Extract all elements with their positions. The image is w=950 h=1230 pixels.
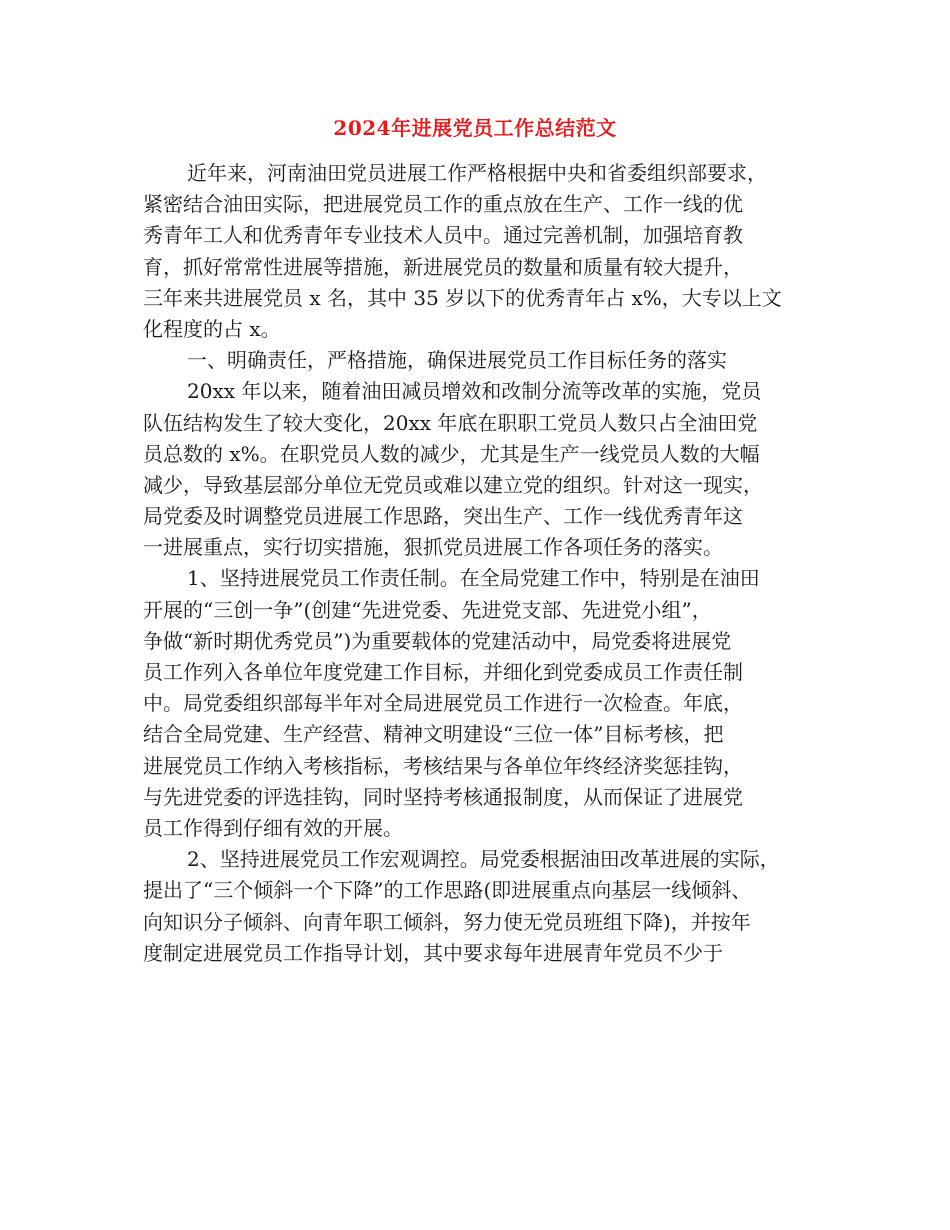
paragraph-item-1	[143, 563, 823, 844]
text-line: 减少，导致基层部分单位无党员或难以建立党的组织。针对这一现实，	[143, 472, 763, 497]
text-line: 紧密结合油田实际，把进展党员工作的重点放在生产、工作一线的优	[143, 192, 743, 217]
text-line: 化程度的占 x。	[143, 316, 281, 341]
section-heading	[143, 345, 823, 376]
text-line: 1、坚持进展党员工作责任制。在全局党建工作中，特别是在油田	[187, 566, 760, 591]
text-line: 员工作列入各单位年度党建工作目标，并细化到党委成员工作责任制	[143, 660, 743, 684]
text-line: 20xx 年以来，随着油田减员增效和改制分流等改革的实施，党员	[187, 379, 762, 404]
text-line: 员工作得到仔细有效的开展。	[143, 815, 403, 840]
text-line: 2、坚持进展党员工作宏观调控。局党委根据油田改革进展的实际，	[187, 847, 780, 872]
text-line: 秀青年工人和优秀青年专业技术人员中。通过完善机制，加强培育教	[143, 223, 743, 248]
text-line: 队伍结构发生了较大变化，20xx 年底在职职工党员人数只占全油田党	[143, 410, 758, 435]
text-line: 与先进党委的评选挂钩，同时坚持考核通报制度，从而保证了进展党	[143, 784, 743, 809]
text-line: 结合全局党建、生产经营、精神文明建设“三位一体”目标考核，把	[143, 722, 724, 747]
paragraph-intro	[143, 158, 823, 345]
text-line: 提出了“三个倾斜一个下降”的工作思路(即进展重点向基层一线倾斜、	[143, 878, 752, 903]
text-line: 一进展重点，实行切实措施，狠抓党员进展工作各项任务的落实。	[143, 535, 723, 560]
text-line: 开展的“三创一争”(创建“先进党委、先进党支部、先进党小组”，	[143, 597, 712, 622]
text-line: 员总数的 x%。在职党员人数的减少，尤其是生产一线党员人数的大幅	[143, 441, 760, 466]
text-line: 进展党员工作纳入考核指标，考核结果与各单位年终经济奖惩挂钩，	[143, 753, 743, 778]
paragraph-item-2	[143, 844, 823, 969]
text-line: 向知识分子倾斜、向青年职工倾斜，努力使无党员班组下降)，并按年	[143, 909, 751, 934]
document-body	[143, 158, 823, 969]
text-line: 近年来，河南油田党员进展工作严格根据中央和省委组织部要求，	[187, 161, 767, 185]
text-line: 争做“新时期优秀党员”)为重要载体的党建活动中，局党委将进展党	[143, 628, 732, 653]
paragraph-background	[143, 376, 823, 563]
text-line: 一、明确责任，严格措施，确保进展党员工作目标任务的落实	[187, 348, 727, 373]
text-line: 中。局党委组织部每半年对全局进展党员工作进行一次检查。年底，	[143, 691, 743, 716]
text-line: 局党委及时调整党员进展工作思路，突出生产、工作一线优秀青年这	[143, 504, 743, 529]
text-line: 三年来共进展党员 x 名，其中 35 岁以下的优秀青年占 x%，大专以上文	[143, 285, 782, 310]
text-line: 育，抓好常常性进展等措施，新进展党员的数量和质量有较大提升，	[143, 254, 743, 279]
text-line: 度制定进展党员工作指导计划，其中要求每年进展青年党员不少于	[143, 940, 723, 965]
document-title: 2024年进展党员工作总结范文	[333, 116, 617, 140]
